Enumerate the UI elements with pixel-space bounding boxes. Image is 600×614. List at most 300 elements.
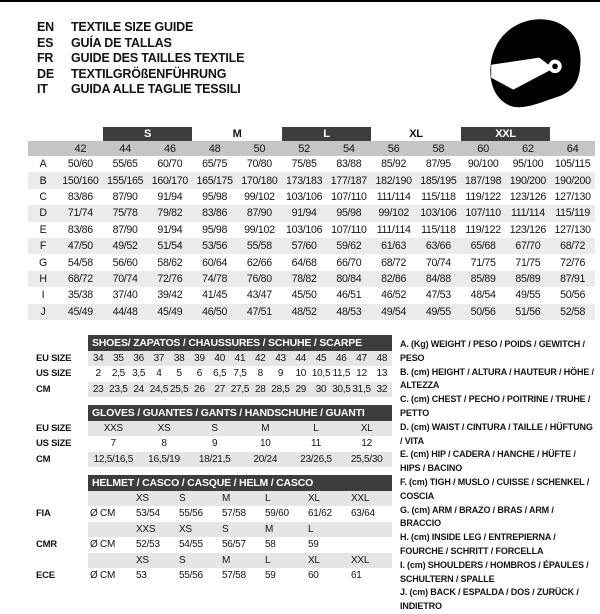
size-cell: 58	[265, 539, 276, 551]
table-row	[36, 522, 392, 538]
size-cell: 155/165	[103, 172, 148, 188]
size-cell: 55/56	[179, 508, 203, 520]
gloves-table	[36, 405, 392, 467]
column-header: XXS	[134, 522, 177, 538]
size-cell: 46/52	[381, 289, 407, 302]
size-cell: 26	[189, 382, 209, 398]
size-cell: 44	[291, 351, 311, 367]
table-row	[28, 254, 595, 270]
size-cell: 20/24	[240, 452, 291, 468]
size-cell: 78/82	[282, 271, 327, 287]
size-cell: 34	[88, 351, 108, 367]
size-cell: 99/102	[244, 223, 275, 236]
size-cell: 49/54	[371, 304, 416, 320]
size-cell: 23	[88, 382, 108, 398]
table-row	[36, 491, 392, 507]
size-cell: 40	[210, 351, 230, 367]
size-cell: 103/106	[416, 205, 461, 221]
size-cell: M	[240, 421, 291, 437]
row-letter: I	[41, 289, 45, 302]
language-code: IT	[37, 82, 48, 96]
size-cell: 160/170	[148, 172, 193, 188]
size-cell: 13	[376, 368, 388, 380]
size-cell: 76/80	[237, 271, 282, 287]
size-cell: 2	[95, 368, 101, 380]
size-cell: 53	[136, 570, 147, 582]
size-cell: 68/72	[381, 256, 407, 269]
size-cell: 91/94	[282, 205, 327, 221]
size-cell: 41/45	[202, 289, 228, 302]
size-cell: 2,5	[111, 368, 125, 380]
language-row	[37, 82, 244, 98]
size-cell: 61/62	[308, 508, 332, 520]
size-cell: 127/130	[554, 223, 591, 236]
size-cell: 30,5	[331, 382, 351, 398]
size-cell: XL	[341, 421, 392, 437]
size-cell: 82/86	[371, 271, 416, 287]
legend-item: B. (cm) HEIGHT / ALTURA / HAUTEUR / HÖHE / ALTEZZA	[400, 366, 594, 391]
size-cell: 87/95	[425, 158, 451, 171]
size-cell: 115/118	[421, 190, 456, 203]
size-cell: 31,5	[351, 382, 371, 398]
size-cell: 23/26,5	[291, 452, 342, 468]
size-cell: 177/187	[327, 172, 372, 188]
size-cell: 35/38	[67, 289, 93, 302]
size-cell: 83/86	[67, 223, 93, 236]
size-cell: 12	[361, 438, 372, 450]
size-cell: 87/91	[550, 271, 595, 287]
size-cell: 58/62	[157, 256, 183, 269]
size-cell: 123/126	[509, 190, 546, 203]
size-cell: 72/76	[148, 271, 193, 287]
unit-label: Ø CM	[90, 508, 116, 520]
row-label: ECE	[36, 570, 55, 582]
size-cell: 119/122	[465, 190, 501, 203]
spacer	[88, 522, 134, 538]
unit-label: Ø CM	[90, 539, 116, 551]
size-cell: 37/40	[112, 289, 138, 302]
row-label: CM	[36, 453, 51, 465]
size-cell: 55/56	[179, 570, 203, 582]
column-header: 52	[282, 141, 327, 156]
size-cell: 50/56	[560, 289, 586, 302]
row-label: EU SIZE	[36, 422, 72, 434]
size-cell: 173/183	[282, 172, 327, 188]
row-letter: C	[39, 190, 47, 203]
size-group-label: L	[282, 127, 372, 141]
size-cell: 56/60	[112, 256, 138, 269]
spacer	[36, 475, 88, 491]
size-cell: 60/64	[202, 256, 228, 269]
language-title: GUIDA ALLE TAGLIE TESSILI	[71, 82, 241, 96]
size-group-label: M	[232, 128, 242, 140]
table-row	[28, 222, 595, 238]
helmet-table	[36, 475, 392, 584]
size-cell: 25,5/30	[341, 452, 392, 468]
size-cell: 28,5	[270, 382, 290, 398]
size-cell: 119/122	[465, 223, 501, 236]
size-cell: 45/49	[148, 304, 193, 320]
size-cell: 24	[129, 382, 149, 398]
size-cell: 59	[265, 570, 276, 582]
row-letter: E	[39, 223, 47, 236]
size-cell: 48/54	[470, 289, 496, 302]
size-cell: 60/70	[157, 158, 183, 171]
shoes-table	[36, 335, 392, 397]
legend-item: F. (cm) TIGH / MUSLO / CUISSE / SCHENKEL / COSCIA	[400, 476, 590, 501]
size-cell: 52/53	[136, 539, 160, 551]
spacer	[28, 127, 103, 141]
spacer	[36, 335, 88, 351]
size-cell: 45/50	[291, 289, 317, 302]
language-row	[37, 20, 244, 36]
size-cell: 18/21,5	[189, 452, 240, 468]
size-cell: 185/195	[416, 172, 461, 188]
column-header: S	[177, 553, 220, 569]
size-cell: 190/200	[506, 172, 551, 188]
spacer	[550, 127, 595, 141]
row-letter: F	[28, 238, 58, 254]
size-cell: 111/114	[376, 190, 411, 203]
column-header: 62	[506, 141, 551, 156]
table-row	[36, 568, 392, 584]
size-cell: 54/55	[179, 539, 203, 551]
size-cell: 10	[259, 438, 271, 450]
size-cell: 59/60	[265, 508, 289, 520]
column-header: L	[263, 553, 306, 569]
size-cell: 12	[356, 368, 367, 380]
size-cell: L	[291, 421, 342, 437]
size-cell: 55/65	[112, 158, 138, 171]
size-cell: 52/58	[550, 304, 595, 320]
size-cell: 59/62	[327, 238, 372, 254]
size-cell: 6,5	[213, 368, 227, 380]
column-header: 54	[327, 141, 372, 156]
size-cell: 35	[108, 351, 128, 367]
size-cell: 60	[308, 570, 319, 582]
row-letter: H	[28, 271, 58, 287]
legend-item: C. (cm) CHEST / PECHO / POITRINE / TRUHE / PETTO	[400, 394, 591, 418]
spacer	[28, 141, 58, 156]
size-cell: 49/52	[103, 238, 148, 254]
row-label: US SIZE	[36, 368, 72, 380]
size-cell: 45	[311, 351, 331, 367]
size-cell: 49/55	[515, 289, 541, 302]
table-row	[36, 553, 392, 569]
size-cell: 57/58	[222, 570, 246, 582]
table-row	[28, 304, 595, 320]
size-cell: 65/75	[202, 158, 228, 171]
size-cell: 99/102	[371, 205, 416, 221]
size-cell: 47	[351, 351, 371, 367]
size-cell: 4	[156, 368, 162, 380]
size-cell: 46/50	[192, 304, 237, 320]
size-cell: 43	[270, 351, 290, 367]
column-header: XS	[134, 553, 177, 569]
size-cell: 42	[250, 351, 270, 367]
table-row	[36, 405, 392, 421]
size-cell: 111/114	[376, 223, 411, 236]
column-header: XS	[134, 491, 177, 507]
column-header: L	[263, 491, 306, 507]
column-header: XXL	[349, 553, 392, 569]
size-cell: S	[189, 421, 240, 437]
size-cell: 50/56	[461, 304, 506, 320]
table-row	[36, 436, 392, 452]
size-cell: 11,5	[332, 368, 351, 380]
column-header: S	[220, 522, 263, 538]
size-cell: 87/90	[237, 205, 282, 221]
column-header: XS	[177, 522, 220, 538]
main-size-table	[28, 127, 595, 320]
size-cell: 85/89	[461, 271, 506, 287]
size-cell: 12,5/16,5	[88, 452, 139, 468]
size-cell: 103/106	[286, 223, 323, 236]
size-cell: 84/88	[416, 271, 461, 287]
size-cell: 24,5	[149, 382, 169, 398]
table-row	[28, 238, 595, 254]
spacer	[36, 405, 88, 421]
size-cell: 111/114	[506, 205, 551, 221]
size-cell: 27,5	[230, 382, 250, 398]
spacer	[36, 553, 88, 569]
spacer	[36, 522, 88, 538]
size-cell: 63/66	[416, 238, 461, 254]
table-row	[28, 287, 595, 303]
size-cell: 68/72	[58, 271, 103, 287]
size-cell: 182/190	[371, 172, 416, 188]
size-cell	[349, 537, 392, 553]
size-cell: 28	[250, 382, 270, 398]
size-group-label: S	[103, 127, 193, 141]
size-cell: 87/90	[112, 223, 138, 236]
size-cell: 10	[295, 368, 307, 380]
visor-pivot-center	[552, 64, 558, 70]
size-cell: 187/198	[461, 172, 506, 188]
size-cell: 39/42	[157, 289, 183, 302]
row-label: CM	[36, 383, 51, 395]
size-cell: 85/89	[506, 271, 551, 287]
size-cell: 123/126	[509, 223, 546, 236]
size-cell: 43/47	[246, 289, 272, 302]
size-cell: 9	[211, 438, 218, 450]
column-header: 46	[148, 141, 193, 156]
legend-item: A. (Kg) WEIGHT / PESO / POIDS / GEWITCH / PESO	[400, 339, 585, 363]
size-cell: 49/55	[416, 304, 461, 320]
row-label: EU SIZE	[36, 352, 72, 364]
spacer	[36, 491, 88, 507]
table-row	[36, 506, 392, 522]
size-cell: 29	[291, 382, 311, 398]
size-cell: 5	[176, 368, 182, 380]
size-cell: 59	[308, 539, 319, 551]
size-cell: 91/94	[157, 223, 183, 236]
size-cell: 46	[331, 351, 351, 367]
size-cell: 150/160	[58, 172, 103, 188]
size-cell: 51/56	[506, 304, 551, 320]
size-cell: XS	[139, 421, 190, 437]
column-header: XXL	[349, 491, 392, 507]
size-cell: 70/74	[425, 256, 451, 269]
racing-helmet-icon	[486, 16, 584, 108]
size-cell: 90/100	[467, 158, 499, 171]
size-cell: 65/68	[461, 238, 506, 254]
table-row	[36, 382, 392, 398]
language-row	[37, 51, 244, 67]
size-cell: 41	[230, 351, 250, 367]
size-group-label: XXL	[461, 127, 551, 141]
language-title: GUÍA DE TALLAS	[71, 35, 172, 50]
spacer	[88, 553, 134, 569]
column-header: 42	[58, 141, 103, 156]
size-cell: 95/100	[512, 158, 544, 171]
table-row	[28, 205, 595, 221]
size-group-label: XL	[409, 128, 423, 140]
size-cell: 55/58	[237, 238, 282, 254]
size-cell: 80/84	[327, 271, 372, 287]
language-code: EN	[37, 20, 54, 34]
size-cell: 170/180	[237, 172, 282, 188]
column-header: M	[220, 553, 263, 569]
size-cell: 107/110	[331, 223, 367, 236]
size-cell: 27	[210, 382, 230, 398]
column-header: M	[220, 491, 263, 507]
size-cell: 75/85	[291, 158, 317, 171]
row-letter: D	[28, 205, 58, 221]
size-cell: 64/68	[291, 256, 317, 269]
size-cell: 99/102	[244, 190, 275, 203]
table-row	[36, 421, 392, 437]
legend-item: E. (cm) HIP / CADERA / HANCHE / HÜFTE / HIPS / BACINO	[400, 449, 576, 474]
size-cell: 72/76	[560, 256, 586, 269]
size-cell: 7	[110, 438, 116, 450]
table-row	[36, 366, 392, 382]
size-cell: 50/60	[67, 158, 93, 171]
column-header: L	[306, 522, 349, 538]
size-cell: 10,5	[311, 368, 331, 380]
size-cell: 67/70	[506, 238, 551, 254]
legend-item: I. (cm) SHOULDERS / HOMBROS / ÉPAULES / SCHULTERN / SPALLE	[400, 559, 589, 584]
size-cell: 74/78	[192, 271, 237, 287]
size-cell: 71/75	[470, 256, 496, 269]
language-code: ES	[37, 35, 54, 50]
size-cell: 107/110	[331, 190, 367, 203]
size-cell: 7,5	[233, 368, 247, 380]
table-row	[36, 475, 392, 491]
unit-label: Ø CM	[90, 570, 116, 582]
column-header: 56	[371, 141, 416, 156]
legend-item: D. (cm) WAIST / CINTURA / TAILLE / HÜFTUNG / VITA	[400, 421, 593, 446]
size-cell: 45/49	[58, 304, 103, 320]
size-cell: 190/200	[550, 172, 595, 188]
row-label: CMR	[36, 539, 57, 551]
column-header: 64	[550, 141, 595, 156]
language-row	[37, 36, 244, 52]
size-cell: 62/66	[246, 256, 272, 269]
size-cell: 53/56	[192, 238, 237, 254]
language-code: FR	[37, 51, 54, 65]
size-cell: 8	[161, 438, 167, 450]
size-cell: 68/72	[550, 238, 595, 254]
size-cell: 71/75	[515, 256, 541, 269]
size-cell: 115/119	[550, 205, 595, 221]
table-row	[36, 537, 392, 553]
table-row	[28, 156, 595, 172]
size-cell: 39	[189, 351, 209, 367]
size-cell: 83/88	[336, 158, 362, 171]
size-cell: 115/118	[421, 223, 456, 236]
size-cell: 83/86	[192, 205, 237, 221]
size-cell: 79/82	[148, 205, 193, 221]
size-cell: 95/98	[327, 205, 372, 221]
legend-item: H. (cm) INSIDE LEG / ENTREPIERNA / FOURCHE / SCHRITT / FORCELLA	[400, 532, 556, 556]
table-title-bar: SHOES/ ZAPATOS / CHAUSSURES / SCHUHE / SCARPE	[88, 335, 392, 351]
row-letter: J	[28, 304, 58, 320]
size-cell: 71/74	[58, 205, 103, 221]
size-cell: 36	[129, 351, 149, 367]
column-header: S	[177, 491, 220, 507]
size-cell: 48/52	[282, 304, 327, 320]
size-cell: 8	[257, 368, 263, 380]
column-header: 50	[237, 141, 282, 156]
row-label: US SIZE	[36, 438, 72, 450]
size-cell: 38	[169, 351, 189, 367]
size-cell: 57/58	[222, 508, 246, 520]
size-cell: 47/51	[237, 304, 282, 320]
size-cell: 48/53	[327, 304, 372, 320]
language-title: GUIDE DES TAILLES TEXTILE	[71, 51, 245, 65]
language-title: TEXTILE SIZE GUIDE	[71, 20, 194, 34]
size-cell: 32	[372, 382, 392, 398]
size-cell: 54/58	[67, 256, 93, 269]
legend-item: G. (cm) ARM / BRAZO / BRAS / ARM / BRACCIO	[400, 504, 554, 529]
size-cell: 11	[311, 438, 321, 450]
size-cell: 66/70	[336, 256, 362, 269]
size-cell: 47/50	[58, 238, 103, 254]
size-cell: 48	[372, 351, 392, 367]
table-row	[36, 452, 392, 468]
size-cell: 85/92	[381, 158, 407, 171]
size-cell: 75/78	[103, 205, 148, 221]
row-letter: B	[28, 172, 58, 188]
size-cell: 95/98	[202, 190, 228, 203]
size-cell: XXS	[88, 421, 139, 437]
table-title-bar: GLOVES / GUANTES / GANTS / HANDSCHUHE / GUANTI	[88, 405, 392, 421]
row-label: FIA	[36, 508, 51, 520]
size-cell: 3,5	[132, 368, 146, 380]
size-cell: 37	[149, 351, 169, 367]
size-cell: 51/54	[148, 238, 193, 254]
size-cell: 9	[277, 368, 284, 380]
table-row	[28, 127, 595, 141]
size-cell: 107/110	[461, 205, 506, 221]
size-cell: 44/48	[103, 304, 148, 320]
table-row	[28, 141, 595, 156]
column-header: 60	[461, 141, 506, 156]
table-row	[28, 189, 595, 205]
row-letter: G	[39, 256, 47, 269]
size-cell: 91/94	[157, 190, 183, 203]
size-cell: 105/115	[554, 158, 591, 171]
column-header: XL	[306, 491, 349, 507]
column-header: 48	[192, 141, 237, 156]
size-cell: 61	[351, 570, 362, 582]
language-title: TEXTILGRÖßENFÜHRUNG	[71, 66, 227, 81]
size-cell: 61/63	[371, 238, 416, 254]
language-title-list	[37, 20, 244, 98]
size-cell: 95/98	[202, 223, 228, 236]
column-header: XL	[306, 553, 349, 569]
